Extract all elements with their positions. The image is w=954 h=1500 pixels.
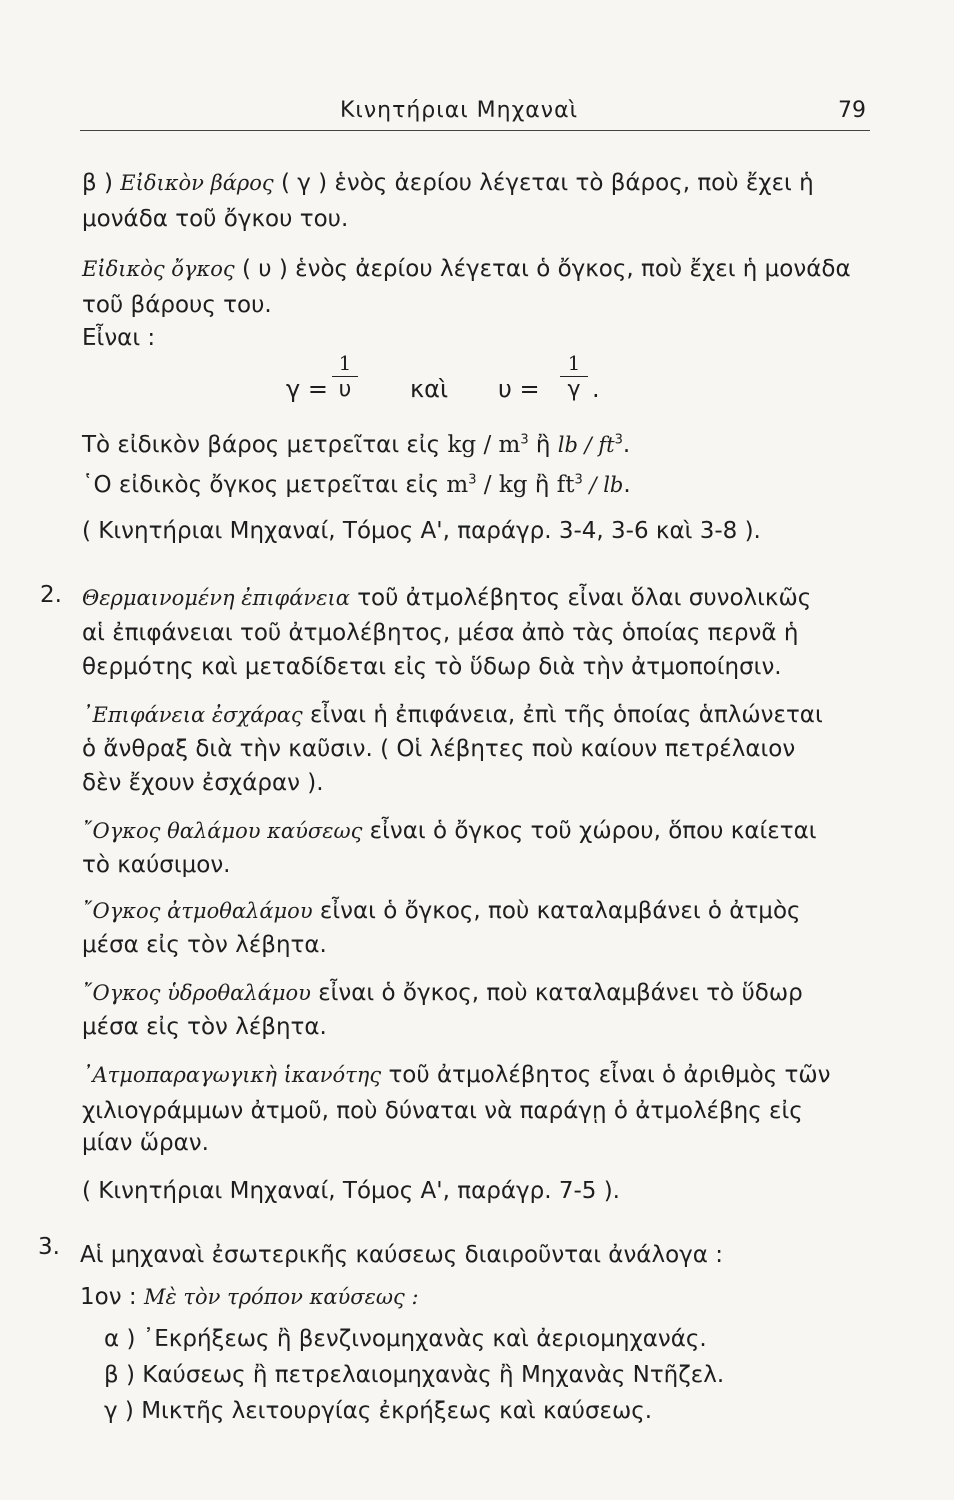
formula-gamma: γ = bbox=[286, 375, 328, 403]
header-rule bbox=[80, 130, 870, 131]
unit-line-weight bbox=[82, 430, 630, 460]
text-line: μίαν ὥραν. bbox=[82, 1130, 209, 1156]
text-line: τὸ καύσιμον. bbox=[82, 852, 231, 878]
text-run: τοῦ ἀτμολέβητος εἶναι ὁ ἀριθμὸς τῶν bbox=[381, 1062, 831, 1088]
term-combustion-chamber: ῎Ογκος θαλάμου καύσεως bbox=[82, 819, 363, 843]
text-run: ἢ bbox=[527, 472, 557, 498]
term-grate-surface: ᾿Επιφάνεια ἐσχάρας bbox=[82, 703, 303, 727]
superscript: 3 bbox=[574, 472, 583, 488]
text-line: αἱ ἐπιφάνειαι τοῦ ἀτμολέβητος, μέσα ἀπὸ τὰς ὁποίας περνᾶ ἡ bbox=[82, 620, 799, 646]
text-run: ῾Ο εἰδικὸς ὄγκος μετρεῖται εἰς bbox=[82, 472, 447, 498]
subsection-heading bbox=[80, 1282, 419, 1312]
list-item: γ ) Μικτῆς λειτουργίας ἐκρήξεως καὶ καύσεως. bbox=[104, 1398, 653, 1424]
formula-dot: . bbox=[592, 375, 600, 403]
text-run: ( υ ) ἑνὸς ἀερίου λέγεται ὁ ὄγκος, ποὺ ἔχει ἡ μονάδα bbox=[234, 256, 851, 282]
term-specific-weight: Εἰδικὸν βάρος bbox=[120, 171, 274, 195]
fraction-numerator: 1 bbox=[338, 351, 352, 375]
term-combustion-method: Μὲ τὸν τρόπον καύσεως : bbox=[143, 1285, 419, 1309]
paragraph-water-space bbox=[82, 978, 803, 1008]
unit-kg: / kg bbox=[476, 472, 528, 498]
text-line: μέσα εἰς τὸν λέβητα. bbox=[82, 1014, 327, 1040]
list-item: β ) Καύσεως ἢ πετρελαιομηχανὰς ἢ Μηχανὰς Ντῆζελ. bbox=[104, 1362, 725, 1388]
running-header-title: Κινητήριαι Μηχαναὶ bbox=[340, 98, 579, 123]
section-number: 3. bbox=[38, 1234, 60, 1260]
unit-lb-per-ft3: lb / ft bbox=[557, 433, 615, 457]
paragraph-steam-space bbox=[82, 896, 801, 926]
text-run: εἶναι ὁ ὄγκος τοῦ χώρου, ὅπου καίεται bbox=[362, 818, 817, 844]
paragraph-specific-weight bbox=[82, 168, 814, 198]
text-line: θερμότης καὶ μεταδίδεται εἰς τὸ ὕδωρ διὰ τὴν ἀτμοποίησιν. bbox=[82, 654, 782, 680]
unit-m3-per-kg: m bbox=[446, 472, 469, 498]
superscript: 3 bbox=[614, 432, 623, 448]
fraction-numerator: 1 bbox=[567, 351, 581, 375]
formula-upsilon: υ = bbox=[498, 375, 540, 403]
text-run: ἢ bbox=[528, 432, 558, 458]
text-line: ὁ ἄνθραξ διὰ τὴν καῦσιν. ( Οἱ λέβητες ποὺ καίουν πετρέλαιον bbox=[82, 736, 796, 762]
unit-lb: / lb bbox=[582, 473, 624, 497]
text-run: εἶναι ὁ ὄγκος, ποὺ καταλαμβάνει τὸ ὕδωρ bbox=[310, 980, 803, 1006]
fraction-denominator: υ bbox=[338, 377, 352, 402]
paragraph-steam-capacity bbox=[82, 1060, 831, 1090]
unit-line-volume bbox=[82, 470, 631, 500]
term-specific-volume: Εἰδικὸς ὄγκος bbox=[82, 257, 235, 281]
paragraph-specific-volume bbox=[82, 254, 851, 284]
text-run: τοῦ ἀτμολέβητος εἶναι ὅλαι συνολικῶς bbox=[349, 585, 812, 611]
term-water-space: ῎Ογκος ὑδροθαλάμου bbox=[82, 981, 311, 1005]
text-run: εἶναι ὁ ὄγκος, ποὺ καταλαμβάνει ὁ ἀτμὸς bbox=[312, 898, 801, 924]
list-item: α ) ᾿Εκρήξεως ἢ βενζινομηχανὰς καὶ ἀεριομηχανάς. bbox=[104, 1326, 707, 1352]
unit-kg-per-m3: kg / m bbox=[447, 432, 521, 458]
formula-kai: καὶ bbox=[410, 375, 449, 403]
page-number: 79 bbox=[838, 98, 866, 123]
item-label: β ) bbox=[82, 170, 121, 196]
reference-line: ( Κινητήριαι Μηχαναί, Τόμος Α', παράγρ. 7-5 ). bbox=[82, 1178, 620, 1204]
text-run: . bbox=[622, 432, 631, 458]
fraction-one-over-upsilon bbox=[332, 352, 358, 401]
paragraph-grate-surface bbox=[82, 700, 823, 730]
text-line: χιλιογράμμων ἀτμοῦ, ποὺ δύναται νὰ παράγῃ ὁ ἀτμολέβης εἰς bbox=[82, 1098, 803, 1124]
fraction-one-over-gamma bbox=[560, 352, 588, 401]
paragraph-combustion-chamber bbox=[82, 816, 817, 846]
text-run: εἶναι ἡ ἐπιφάνεια, ἐπὶ τῆς ὁποίας ἁπλώνεται bbox=[302, 702, 823, 728]
text-line: μέσα εἰς τὸν λέβητα. bbox=[82, 932, 327, 958]
text-line: Εἶναι : bbox=[82, 325, 156, 351]
section-number: 2. bbox=[40, 582, 62, 608]
superscript: 3 bbox=[468, 472, 477, 488]
text-line: μονάδα τοῦ ὄγκου του. bbox=[82, 206, 349, 232]
text-run: . bbox=[623, 472, 631, 498]
subsection-label: 1ον : bbox=[80, 1284, 144, 1310]
fraction-denominator: γ bbox=[567, 377, 581, 402]
text-run: Τὸ εἰδικὸν βάρος μετρεῖται εἰς bbox=[82, 432, 448, 458]
text-run: ( γ ) ἑνὸς ἀερίου λέγεται τὸ βάρος, ποὺ ἔχει ἡ bbox=[273, 170, 814, 196]
paragraph-heating-surface bbox=[82, 583, 811, 613]
superscript: 3 bbox=[520, 432, 529, 448]
term-steam-space: ῎Ογκος ἀτμοθαλάμου bbox=[82, 899, 313, 923]
section-intro: Αἱ μηχαναὶ ἐσωτερικῆς καύσεως διαιροῦνται ἀνάλογα : bbox=[80, 1242, 723, 1268]
reference-line: ( Κινητήριαι Μηχαναί, Τόμος Α', παράγρ. 3-4, 3-6 καὶ 3-8 ). bbox=[82, 518, 761, 544]
text-line: τοῦ βάρους του. bbox=[82, 292, 272, 318]
unit-ft3-per-lb: ft bbox=[556, 472, 575, 498]
text-line: δὲν ἔχουν ἐσχάραν ). bbox=[82, 770, 324, 796]
term-steam-capacity: ᾿Ατμοπαραγωγικὴ ἱκανότης bbox=[82, 1063, 382, 1087]
term-heating-surface: Θερμαινομένη ἐπιφάνεια bbox=[82, 586, 350, 610]
